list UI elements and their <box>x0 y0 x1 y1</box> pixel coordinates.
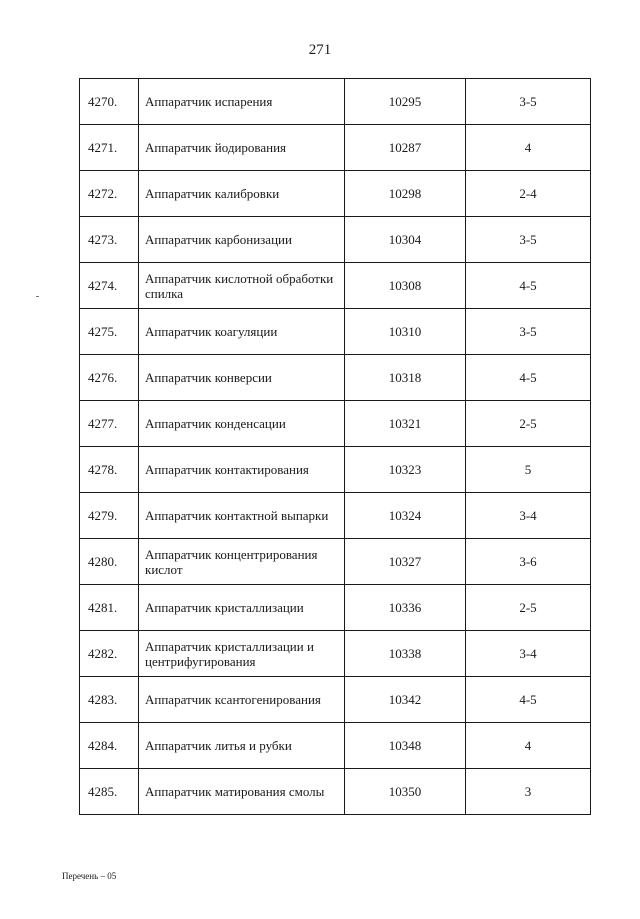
profession-name: Аппаратчик концентрирования кислот <box>139 539 345 585</box>
grade-range: 3 <box>466 769 591 815</box>
row-number: 4283. <box>80 677 139 723</box>
table-row <box>80 493 591 539</box>
grade-range: 4 <box>466 723 591 769</box>
profession-code: 10295 <box>345 79 466 125</box>
profession-name: Аппаратчик карбонизации <box>139 217 345 263</box>
row-number: 4285. <box>80 769 139 815</box>
profession-code: 10348 <box>345 723 466 769</box>
grade-range: 2-5 <box>466 585 591 631</box>
row-number: 4282. <box>80 631 139 677</box>
profession-name: Аппаратчик испарения <box>139 79 345 125</box>
profession-name: Аппаратчик калибровки <box>139 171 345 217</box>
profession-name: Аппаратчик коагуляции <box>139 309 345 355</box>
grade-range: 4-5 <box>466 355 591 401</box>
profession-code: 10321 <box>345 401 466 447</box>
grade-range: 3-5 <box>466 79 591 125</box>
table-row <box>80 769 591 815</box>
row-number: 4280. <box>80 539 139 585</box>
profession-name: Аппаратчик конверсии <box>139 355 345 401</box>
row-number: 4281. <box>80 585 139 631</box>
grade-range: 2-5 <box>466 401 591 447</box>
table-body <box>80 79 591 815</box>
profession-name: Аппаратчик кристаллизации и центрифугирования <box>139 631 345 677</box>
table-row <box>80 447 591 493</box>
table-row <box>80 217 591 263</box>
grade-range: 3-5 <box>466 217 591 263</box>
profession-name: Аппаратчик конденсации <box>139 401 345 447</box>
row-number: 4277. <box>80 401 139 447</box>
profession-code: 10327 <box>345 539 466 585</box>
grade-range: 3-4 <box>466 631 591 677</box>
table-row <box>80 309 591 355</box>
row-number: 4275. <box>80 309 139 355</box>
scan-mark <box>36 296 39 297</box>
table-row <box>80 585 591 631</box>
profession-code: 10323 <box>345 447 466 493</box>
profession-code: 10336 <box>345 585 466 631</box>
table-row <box>80 125 591 171</box>
row-number: 4270. <box>80 79 139 125</box>
grade-range: 4 <box>466 125 591 171</box>
profession-name: Аппаратчик контактирования <box>139 447 345 493</box>
row-number: 4279. <box>80 493 139 539</box>
profession-name: Аппаратчик матирования смолы <box>139 769 345 815</box>
table-row <box>80 539 591 585</box>
row-number: 4278. <box>80 447 139 493</box>
row-number: 4273. <box>80 217 139 263</box>
row-number: 4274. <box>80 263 139 309</box>
grade-range: 2-4 <box>466 171 591 217</box>
table-row <box>80 263 591 309</box>
row-number: 4271. <box>80 125 139 171</box>
table-row <box>80 723 591 769</box>
profession-code: 10318 <box>345 355 466 401</box>
table-row <box>80 79 591 125</box>
grade-range: 5 <box>466 447 591 493</box>
grade-range: 3-4 <box>466 493 591 539</box>
profession-code: 10350 <box>345 769 466 815</box>
footer-label: Перечень – 05 <box>62 871 117 881</box>
grade-range: 3-5 <box>466 309 591 355</box>
page-number: 271 <box>308 42 332 58</box>
profession-code: 10287 <box>345 125 466 171</box>
profession-name: Аппаратчик контактной выпарки <box>139 493 345 539</box>
row-number: 4284. <box>80 723 139 769</box>
table-row <box>80 401 591 447</box>
profession-table <box>79 78 591 815</box>
profession-name: Аппаратчик литья и рубки <box>139 723 345 769</box>
profession-code: 10304 <box>345 217 466 263</box>
grade-range: 3-6 <box>466 539 591 585</box>
table-row <box>80 677 591 723</box>
table-row <box>80 355 591 401</box>
profession-name: Аппаратчик кислотной обработки спилка <box>139 263 345 309</box>
profession-code: 10342 <box>345 677 466 723</box>
profession-code: 10338 <box>345 631 466 677</box>
grade-range: 4-5 <box>466 677 591 723</box>
profession-code: 10324 <box>345 493 466 539</box>
profession-code: 10298 <box>345 171 466 217</box>
profession-code: 10308 <box>345 263 466 309</box>
profession-name: Аппаратчик ксантогенирования <box>139 677 345 723</box>
profession-code: 10310 <box>345 309 466 355</box>
row-number: 4276. <box>80 355 139 401</box>
table-row <box>80 171 591 217</box>
profession-name: Аппаратчик кристаллизации <box>139 585 345 631</box>
row-number: 4272. <box>80 171 139 217</box>
profession-name: Аппаратчик йодирования <box>139 125 345 171</box>
grade-range: 4-5 <box>466 263 591 309</box>
table-row <box>80 631 591 677</box>
